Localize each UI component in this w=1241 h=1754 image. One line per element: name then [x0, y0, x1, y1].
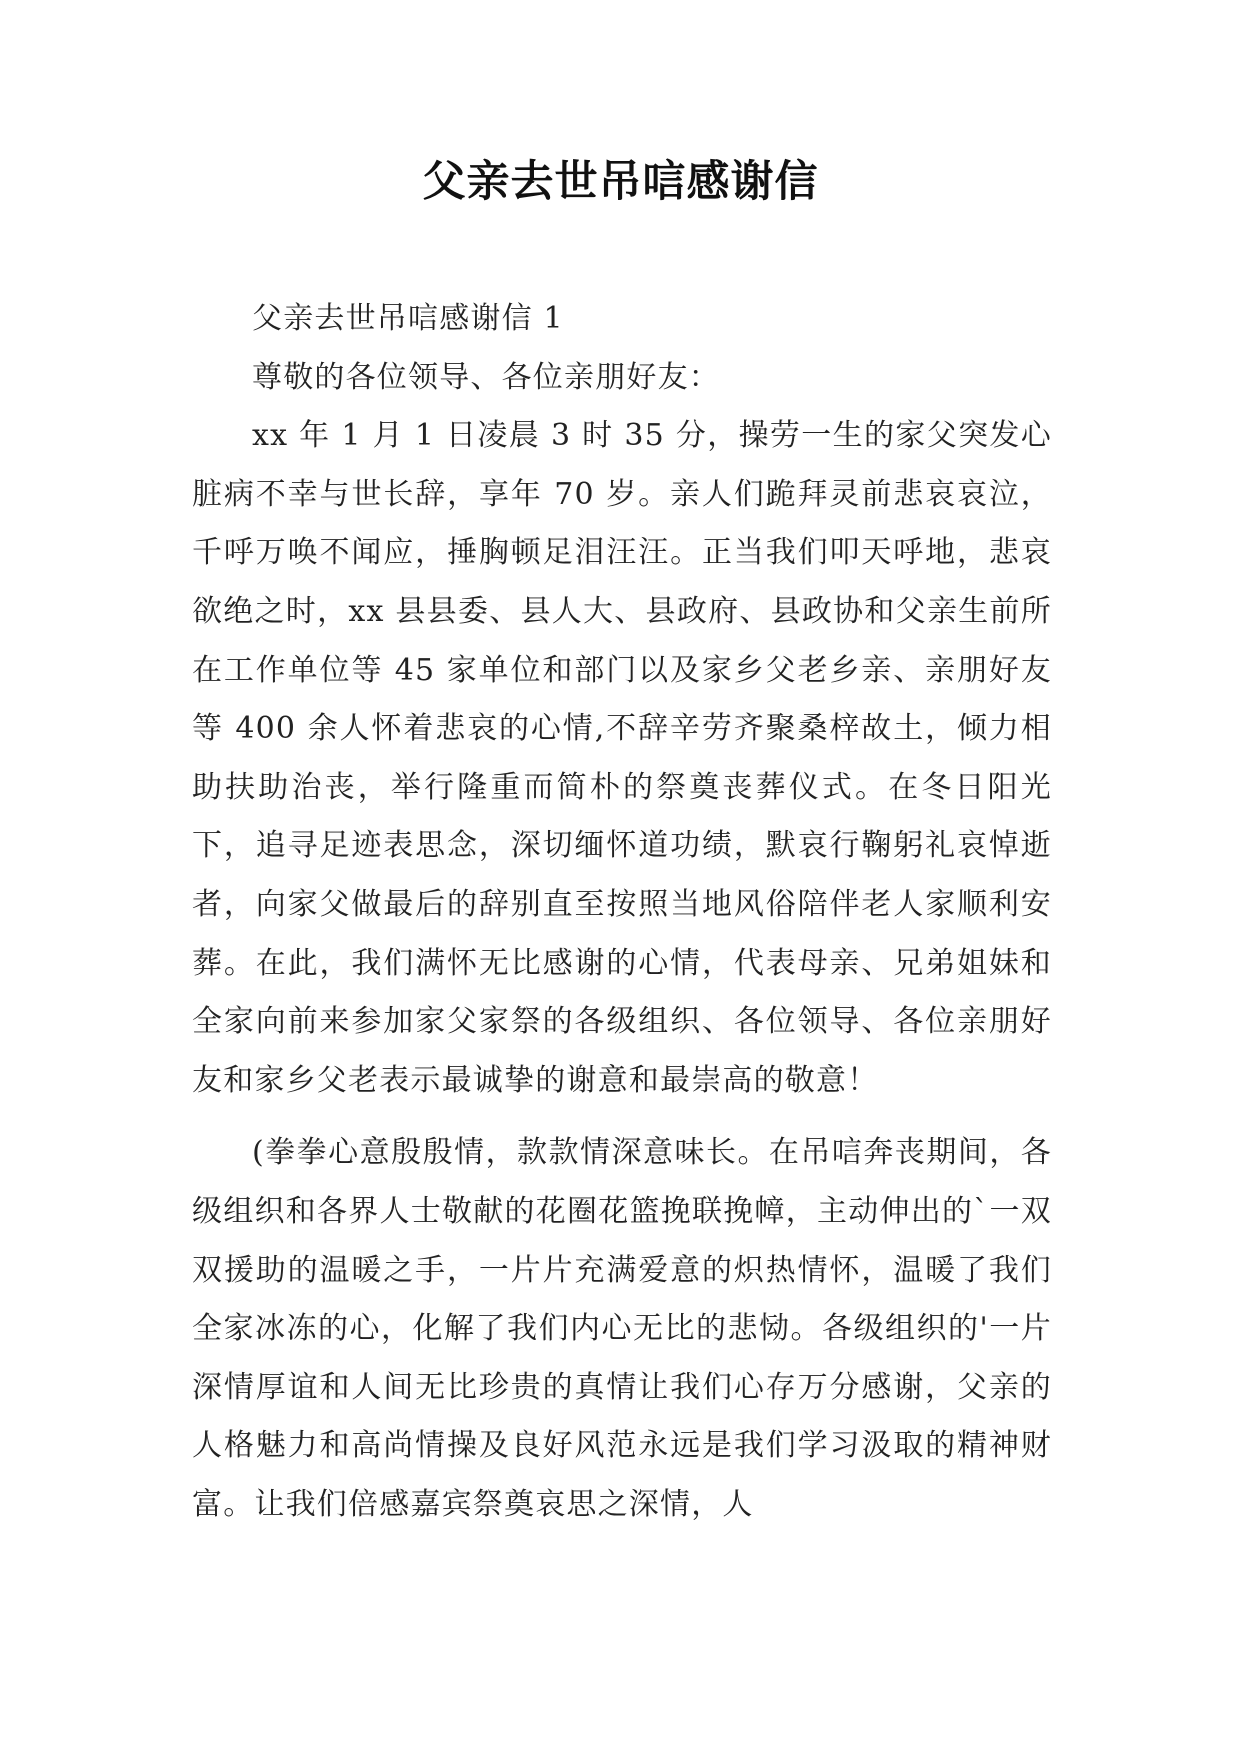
section-heading: 父亲去世吊唁感谢信 1 [252, 301, 564, 336]
body-paragraph: xx 年 1 月 1 日凌晨 3 时 35 分，操劳一生的家父突发心脏病不幸与世长辞，享年 70 岁。亲人们跪拜灵前悲哀哀泣，千呼万唤不闻应，捶胸顿足泪汪汪。正当我们叩天呼地，悲哀欲绝之时，xx 县县委、县人大、县政府、县政协和父亲生前所在工作单位等 45 家单位和部门以及家乡父老乡亲、亲朋好友等 400 余人怀着悲哀的心情,不辞辛劳齐聚桑梓故土，倾力相助扶助治丧，举行隆重而简朴的祭奠丧葬仪式。在冬日阳光下，追寻足迹表思念，深切缅怀道功绩，默哀行鞠躬礼哀悼逝者，向家父做最后的辞别直至按照当地风俗陪伴老人家顺利安葬。在此，我们满怀无比感谢的心情，代表母亲、兄弟姐妹和全家向前来参加家父家祭的各级组织、各位领导、各位亲朋好友和家乡父老表示最诚挚的谢意和最崇高的敬意！ [192, 418, 1052, 1098]
salutation: 尊敬的各位领导、各位亲朋好友： [252, 359, 720, 395]
body-paragraph: (拳拳心意殷殷情，款款情深意味长。在吊唁奔丧期间，各级组织和各界人士敬献的花圈花篮挽联挽幛，主动伸出的`一双双援助的温暖之手，一片片充满爱意的炽热情怀，温暖了我们全家冰冻的心，化解了我们内心无比的悲恸。各级组织的'一片深情厚谊和人间无比珍贵的真情让我们心存万分感谢，父亲的人格魅力和高尚情操及良好风范永远是我们学习汲取的精神财富。让我们倍感嘉宾祭奠哀思之深情，人 [192, 1135, 1052, 1522]
document-title: 父亲去世吊唁感谢信 [422, 157, 819, 207]
document-body [192, 290, 1052, 1534]
